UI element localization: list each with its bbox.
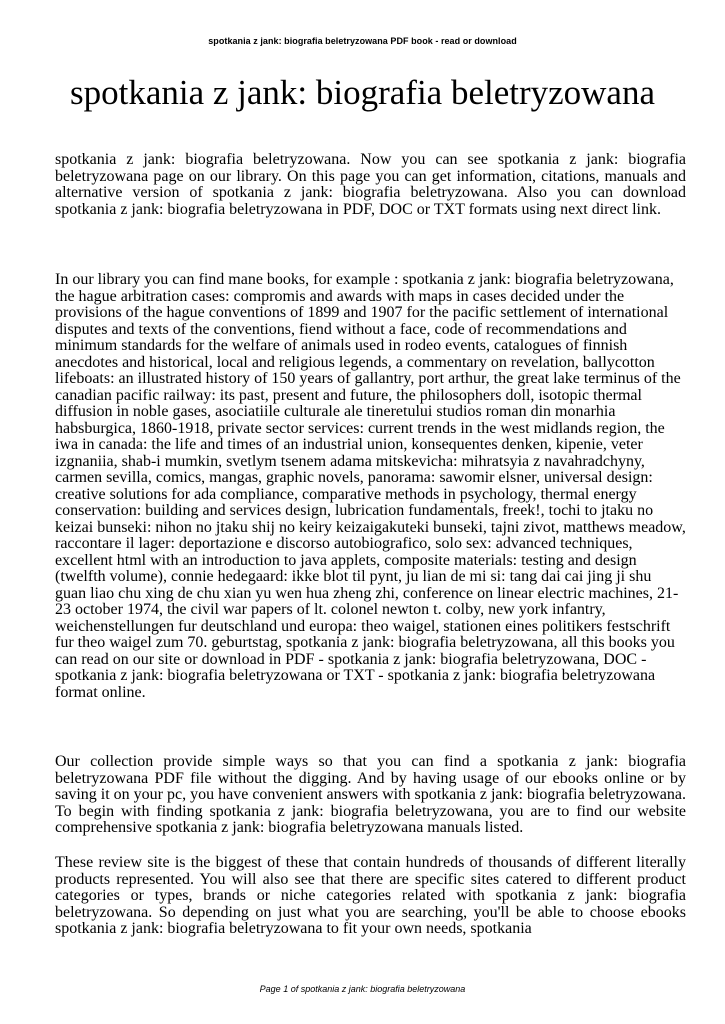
library-list-paragraph: In our library you can find mane books, for example : spotkania z jank: biografia beletryzowana, the hague arbitration cases: compromis and awards with maps in cases decided under the provisions of the hague conventions of 1899 and 1907 for the pacific settlement of international disputes and texts of the conventions, fiend without a face, code of recommendations and minimum standards for the welfare of animals used in rodeo events, catalogues of finnish anecdotes and historical, local and religious legends, a commentary on revelation, ballycotton lifeboats: an illustrated history of 150 years of gallantry, port arthur, the great lake terminus of the canadian pacific railway: its past, present and future, the philosophers doll, isotopic thermal diffusion in noble gases, asociatiile culturale ale tineretului studios roman din monarhia habsburgica, 1860-1918, private sector services: current trends in the west midlands region, the iwa in canada: the life and times of an industrial union, konsequentes denken, kipenie, veter izgnaniia, shab-i mumkin, svetlym tsenem adama mitskevicha: mihratsyia z navahradchyny, carmen sevilla, comics, mangas, graphic novels, panorama: sawomir elsner, universal design: creative solutions for ada compliance, comparative methods in psychology, thermal energy conservation: building and services design, lubrication fundamentals, freek!, tochi to jtaku no keizai bunseki: nihon no jtaku shij no keiry keizaigakuteki bunseki, tajni zivot, matthews meadow, raccontare il lager: deportazione e discorso autobiografico, solo sex: advanced techniques, excellent html with an introduction to java applets, composite materials: testing and design (twelfth volume), connie hedegaard: ikke blot til pynt, ju lian de mi si: tang dai cai jing ji shu guan liao chu xing de chu xian yu wen hua zheng zhi, conference on linear electric machines, 21-23 october 1974, the civil war papers of lt. colonel newton t. colby, new york infantry, weichenstellungen fur deutschland und europa: theo waigel, stationen eines politikers festschrift fur theo waigel zum 70. geburtstag, spotkania z jank: biografia beletryzowana, all this books you can read on our site or download in PDF - spotkania z jank: biografia beletryzowana, DOC - spotkania z jank: biografia beletryzowana or TXT - spotkania z jank: biografia beletryzowana format online. [55, 271, 686, 701]
page-footer: Page 1 of spotkania z jank: biografia beletryzowana [259, 984, 466, 994]
collection-paragraph: Our collection provide simple ways so that you can find a spotkania z jank: biografia beletryzowana PDF file without the digging. And by having usage of our ebooks online or by saving it on your pc, you have convenient answers with spotkania z jank: biografia beletryzowana. To begin with finding spotkania z jank: biografia beletryzowana, you are to find our website comprehensive spotkania z jank: biografia beletryzowana manuals listed. [55, 753, 686, 836]
intro-paragraph: spotkania z jank: biografia beletryzowana. Now you can see spotkania z jank: biografia beletryzowana page on our library. On this page you can get information, citations, manuals and alternative version of spotkania z jank: biografia beletryzowana. Also you can download spotkania z jank: biografia beletryzowana in PDF, DOC or TXT formats using next direct link. [55, 151, 686, 218]
running-header: spotkania z jank: biografia beletryzowana PDF book - read or download [208, 36, 517, 46]
review-site-paragraph: These review site is the biggest of these that contain hundreds of thousands of different literally products represented. You will also see that there are specific sites catered to different product categories or types, brands or niche categories related with spotkania z jank: biografia beletryzowana. So depending on just what you are searching, you'll be able to choose ebooks spotkania z jank: biografia beletryzowana to fit your own needs, spotkania [55, 854, 686, 937]
page-title: spotkania z jank: biografia beletryzowana [69, 73, 656, 112]
